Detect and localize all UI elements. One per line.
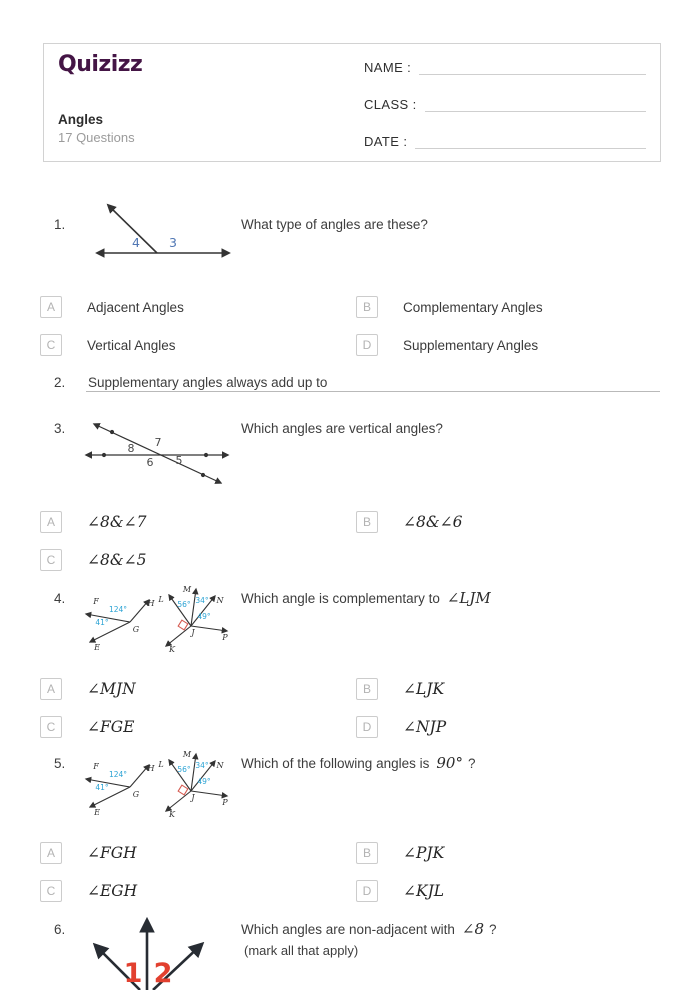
q1-angle-3-label: 3 xyxy=(169,235,177,250)
question-6-math: ∠8 xyxy=(461,920,484,938)
q1-angle-4-label: 4 xyxy=(132,235,140,250)
g-point-h-label: H xyxy=(147,764,155,773)
q5-option-d-checkbox[interactable]: D xyxy=(356,880,378,902)
q3-option-c-checkbox[interactable]: C xyxy=(40,549,62,571)
j-angle-49-label: 49° xyxy=(197,777,211,786)
q3-angle-7-label: 7 xyxy=(154,436,162,449)
class-field xyxy=(364,95,646,112)
class-field-label: CLASS : xyxy=(364,97,417,112)
q3-transversal-diagram xyxy=(82,406,232,490)
q3-option-c[interactable] xyxy=(40,549,147,571)
q3-point-dot xyxy=(110,430,114,434)
q4-option-c[interactable] xyxy=(40,716,134,738)
question-6-note: (mark all that apply) xyxy=(244,943,359,958)
q3-angle-8-label: 8 xyxy=(127,442,135,455)
q1-option-b-checkbox[interactable]: B xyxy=(356,296,378,318)
question-6-text-after: ? xyxy=(489,922,497,937)
question-2-number: 2. xyxy=(54,375,66,390)
question-4-text xyxy=(241,590,496,607)
j-right-angle-marker xyxy=(178,785,188,795)
j-point-k-label: K xyxy=(169,810,175,819)
j-point-m-label: M xyxy=(182,585,192,594)
date-field xyxy=(364,132,646,149)
question-4-number: 4. xyxy=(54,591,66,606)
q3-point-dot xyxy=(201,473,205,477)
j-point-n-label: N xyxy=(216,596,224,605)
g-angle-41-label: 41° xyxy=(95,783,109,792)
j-angle-56-label: 56° xyxy=(177,765,191,774)
q1-option-b[interactable] xyxy=(356,296,543,318)
j-angle-49-label: 49° xyxy=(197,612,211,621)
q5-option-a-checkbox[interactable]: A xyxy=(40,842,62,864)
q3-point-dot xyxy=(102,453,106,457)
quizizz-logo: Quizizz xyxy=(58,52,143,77)
question-1-number: 1. xyxy=(54,217,66,232)
g-angle-124-label: 124° xyxy=(108,770,128,779)
g-point-f-label: F xyxy=(93,597,99,606)
q5-option-b-label: ∠PJK xyxy=(403,844,445,862)
q3-option-a[interactable] xyxy=(40,511,147,533)
g-point-g-label: G xyxy=(132,790,140,799)
q3-option-b-label: ∠8&∠6 xyxy=(403,513,463,531)
q4-option-a-checkbox[interactable]: A xyxy=(40,678,62,700)
q3-option-a-label: ∠8&∠7 xyxy=(87,513,147,531)
g-angle-124-label: 124° xyxy=(108,605,128,614)
g-point-g-label: G xyxy=(132,625,140,634)
j-angle-56-label: 56° xyxy=(177,600,191,609)
j-point-j-label: J xyxy=(191,793,195,802)
j-angle-34-label: 34° xyxy=(195,596,209,605)
date-field-label: DATE : xyxy=(364,134,408,149)
q5-option-c-label: ∠EGH xyxy=(87,882,138,900)
j-point-j-label: J xyxy=(191,628,195,637)
q4-option-a[interactable] xyxy=(40,678,136,700)
q3-option-c-label: ∠8&∠5 xyxy=(87,551,147,569)
q4-option-a-label: ∠MJN xyxy=(87,680,136,698)
q6-angle-2-label: 2 xyxy=(153,958,173,989)
worksheet-question-count: 17 Questions xyxy=(58,130,135,145)
q3-angle-6-label: 6 xyxy=(146,456,154,469)
q5-option-d-label: ∠KJL xyxy=(403,882,445,900)
q1-option-d-checkbox[interactable]: D xyxy=(356,334,378,356)
j-point-k-label: K xyxy=(169,645,175,654)
j-right-angle-marker xyxy=(178,620,188,630)
q5-g-diagram xyxy=(80,751,158,823)
question-3-number: 3. xyxy=(54,421,66,436)
question-5-number: 5. xyxy=(54,756,66,771)
q4-option-d-checkbox[interactable]: D xyxy=(356,716,378,738)
q3-option-b[interactable] xyxy=(356,511,463,533)
class-field-blank[interactable] xyxy=(425,96,646,112)
name-field xyxy=(364,58,646,75)
q1-option-d-label: Supplementary Angles xyxy=(403,337,539,353)
j-point-p-label: P xyxy=(222,633,228,642)
question-6-text xyxy=(241,921,497,938)
date-field-blank[interactable] xyxy=(415,133,646,149)
q4-option-c-label: ∠FGE xyxy=(87,718,135,736)
q5-option-a[interactable] xyxy=(40,842,137,864)
q1-option-a-label: Adjacent Angles xyxy=(87,299,184,315)
j-point-l-label: L xyxy=(158,760,164,769)
q1-option-c[interactable] xyxy=(40,334,176,356)
q1-option-b-label: Complementary Angles xyxy=(403,299,543,315)
worksheet-header xyxy=(43,43,661,162)
q6-angle-1-label: 1 xyxy=(123,958,143,989)
q1-option-a[interactable] xyxy=(40,296,184,318)
question-6-text-main: Which angles are non-adjacent with xyxy=(241,922,455,937)
j-angle-34-label: 34° xyxy=(195,761,209,770)
q1-option-c-label: Vertical Angles xyxy=(87,337,176,353)
q5-option-c-checkbox[interactable]: C xyxy=(40,880,62,902)
q5-j-diagram xyxy=(157,748,237,823)
q3-point-dot xyxy=(204,453,208,457)
q5-option-a-label: ∠FGH xyxy=(87,844,137,862)
name-field-label: NAME : xyxy=(364,60,412,75)
question-2-answer-blank[interactable] xyxy=(86,375,660,392)
q4-option-b[interactable] xyxy=(356,678,444,700)
g-point-e-label: E xyxy=(94,643,100,652)
q5-option-b-checkbox[interactable]: B xyxy=(356,842,378,864)
j-point-n-label: N xyxy=(216,761,224,770)
q4-option-c-checkbox[interactable]: C xyxy=(40,716,62,738)
q5-option-d[interactable] xyxy=(356,880,444,902)
q4-option-d-label: ∠NJP xyxy=(403,718,447,736)
g-point-e-label: E xyxy=(94,808,100,817)
g-point-f-label: F xyxy=(93,762,99,771)
j-point-l-label: L xyxy=(158,595,164,604)
q6-rays-diagram xyxy=(85,896,210,990)
question-4-math: ∠LJM xyxy=(446,589,491,607)
j-point-p-label: P xyxy=(222,798,228,807)
question-5-text-after: ? xyxy=(467,756,476,771)
name-field-blank[interactable] xyxy=(419,59,646,75)
q4-j-diagram xyxy=(157,583,237,658)
q3-option-b-checkbox[interactable]: B xyxy=(356,511,378,533)
question-4-text-main: Which angle is complementary to xyxy=(241,591,440,606)
g-angle-41-label: 41° xyxy=(95,618,109,627)
question-5-text-main: Which of the following angles is xyxy=(241,756,430,771)
question-5-math: 90° xyxy=(436,754,463,772)
q5-option-b[interactable] xyxy=(356,842,444,864)
q4-option-b-label: ∠LJK xyxy=(403,680,445,698)
question-1-text: What type of angles are these? xyxy=(241,217,428,232)
q4-option-b-checkbox[interactable]: B xyxy=(356,678,378,700)
q1-option-d[interactable] xyxy=(356,334,538,356)
question-6-number: 6. xyxy=(54,922,66,937)
q1-angle-diagram xyxy=(92,198,237,260)
q1-option-c-checkbox[interactable]: C xyxy=(40,334,62,356)
question-3-text: Which angles are vertical angles? xyxy=(241,421,443,436)
g-point-h-label: H xyxy=(147,599,155,608)
q4-g-diagram xyxy=(80,586,158,658)
q3-option-a-checkbox[interactable]: A xyxy=(40,511,62,533)
question-2-text: Supplementary angles always add up to xyxy=(88,375,328,390)
q1-option-a-checkbox[interactable]: A xyxy=(40,296,62,318)
question-5-text xyxy=(241,755,475,772)
j-point-m-label: M xyxy=(182,750,192,759)
q3-angle-5-label: 5 xyxy=(175,454,183,467)
q4-option-d[interactable] xyxy=(356,716,446,738)
worksheet-title: Angles xyxy=(58,112,104,127)
